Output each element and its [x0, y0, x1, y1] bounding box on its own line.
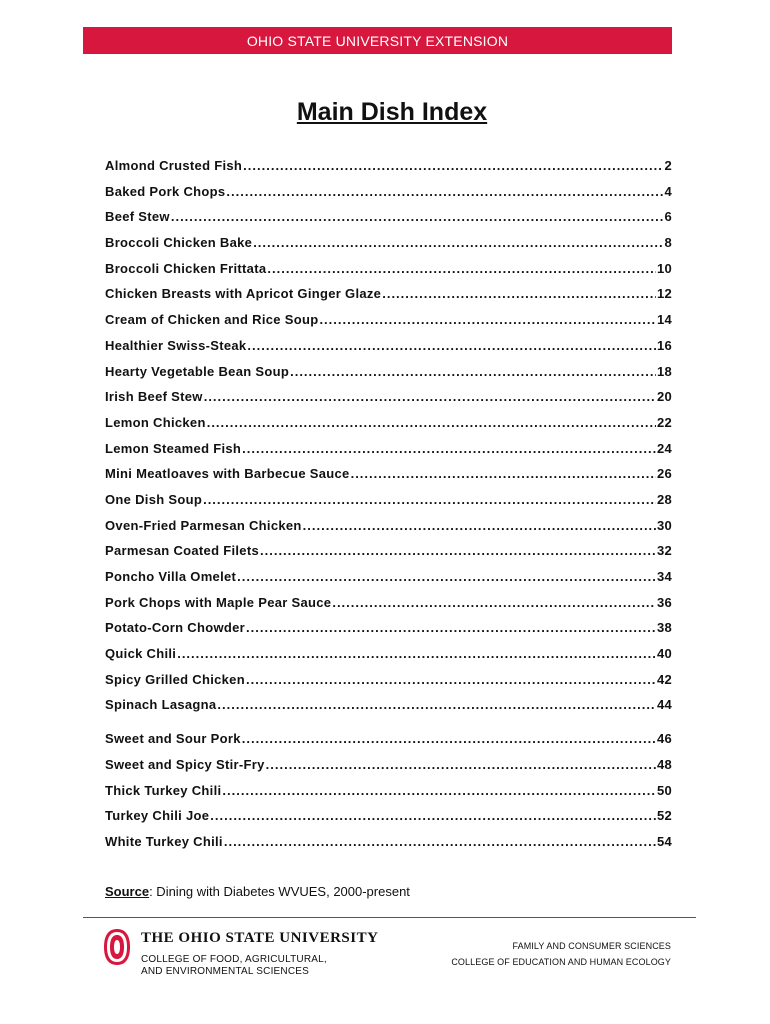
page-title: Main Dish Index: [296, 98, 488, 126]
department-line1: FAMILY AND CONSUMER SCIENCES: [512, 941, 671, 951]
page-number: 26: [656, 466, 672, 482]
department-line2: COLLEGE OF EDUCATION AND HUMAN ECOLOGY: [451, 957, 671, 967]
page-number: 16: [656, 337, 672, 353]
index-row: [105, 466, 672, 492]
college-name-line2: AND ENVIRONMENTAL SCIENCES: [141, 966, 310, 977]
dot-leader: [290, 364, 656, 379]
dot-leader: [203, 492, 656, 507]
dish-name: Sweet and Spicy Stir-Fry: [105, 756, 265, 772]
page-number: 46: [656, 731, 672, 747]
page-number: 18: [656, 363, 672, 379]
dish-name: Cream of Chicken and Rice Soup: [105, 312, 319, 328]
dish-name: Baked Pork Chops: [105, 183, 226, 199]
dish-name: Potato-Corn Chowder: [105, 620, 246, 636]
dish-name: Spicy Grilled Chicken: [105, 671, 245, 687]
index-row: [105, 834, 672, 860]
dot-leader: [224, 834, 656, 849]
university-logo: [103, 928, 379, 988]
dish-name: Healthier Swiss-Steak: [105, 337, 247, 353]
page-number: 54: [656, 833, 672, 849]
page-number: 20: [656, 389, 672, 405]
index-row: [105, 543, 672, 569]
index-row: [105, 808, 672, 834]
index-row: [105, 672, 672, 698]
dot-leader: [253, 235, 663, 250]
dot-leader: [222, 783, 656, 798]
index-row: [105, 492, 672, 518]
dot-leader: [226, 184, 663, 199]
dish-name: Thick Turkey Chili: [105, 782, 222, 798]
index-row: [105, 286, 672, 312]
index-row: [105, 235, 672, 261]
page-number: 40: [656, 646, 672, 662]
dish-name: Beef Stew: [105, 209, 170, 225]
index-row: [105, 364, 672, 390]
dot-leader: [246, 672, 656, 687]
dot-leader: [217, 697, 656, 712]
dish-name: Almond Crusted Fish: [105, 158, 243, 173]
dot-leader: [204, 389, 656, 404]
dot-leader: [332, 595, 656, 610]
index-row: [105, 158, 672, 184]
index-row: [105, 184, 672, 210]
college-name-line1: COLLEGE OF FOOD, AGRICULTURAL,: [141, 954, 327, 965]
index-row: [105, 646, 672, 672]
page-number: 14: [656, 312, 672, 328]
index-row: [105, 415, 672, 441]
dot-leader: [242, 731, 656, 746]
index-row: [105, 338, 672, 364]
page-number: 24: [656, 440, 672, 456]
index-row: [105, 261, 672, 287]
page-number: 32: [656, 543, 672, 559]
page-number: 52: [656, 808, 672, 824]
page-number: 22: [656, 414, 672, 430]
index-row: [105, 389, 672, 415]
dot-leader: [260, 543, 656, 558]
dish-name: White Turkey Chili: [105, 833, 223, 849]
index-row: [105, 731, 672, 757]
page-number: 4: [664, 183, 672, 199]
dish-name: One Dish Soup: [105, 491, 203, 507]
page-number: 6: [664, 209, 672, 225]
university-name: THE OHIO STATE UNIVERSITY: [141, 930, 379, 946]
source-label: Source: [105, 884, 150, 899]
dish-name: Sweet and Sour Pork: [105, 731, 241, 747]
dish-name: Poncho Villa Omelet: [105, 569, 237, 584]
header-text: OHIO STATE UNIVERSITY EXTENSION: [246, 32, 509, 49]
dot-leader: [382, 286, 656, 301]
page-number: 2: [664, 158, 672, 173]
dot-leader: [171, 209, 664, 224]
dish-name: Oven-Fried Parmesan Chicken: [105, 517, 302, 533]
page-number: 8: [664, 235, 672, 251]
dot-leader: [243, 158, 663, 173]
dish-name: Hearty Vegetable Bean Soup: [105, 363, 290, 379]
header-bar: [83, 27, 672, 54]
page-number: 12: [656, 286, 672, 302]
dish-name: Quick Chili: [105, 646, 177, 662]
page-number: 34: [656, 569, 672, 584]
index-row: [105, 697, 672, 723]
page-number: 28: [656, 491, 672, 507]
department-block: [451, 938, 671, 970]
page-number: 36: [656, 594, 672, 610]
dot-leader: [237, 569, 656, 584]
dot-leader: [247, 338, 656, 353]
page-number: 10: [656, 260, 672, 276]
index-list: [105, 158, 672, 860]
dot-leader: [319, 312, 656, 327]
index-row: [105, 441, 672, 467]
page-number: 44: [656, 697, 672, 713]
dot-leader: [210, 808, 656, 823]
dot-leader: [246, 620, 656, 635]
dot-leader: [266, 757, 656, 772]
dish-name: Broccoli Chicken Frittata: [105, 260, 267, 276]
dish-name: Pork Chops with Maple Pear Sauce: [105, 594, 332, 610]
dish-name: Lemon Steamed Fish: [105, 440, 242, 456]
index-row: [105, 620, 672, 646]
source-note: [105, 884, 410, 899]
index-row: [105, 518, 672, 544]
index-row: [105, 209, 672, 235]
dot-leader: [207, 415, 656, 430]
dish-name: Turkey Chili Joe: [105, 808, 210, 824]
dish-name: Irish Beef Stew: [105, 389, 203, 405]
index-row: [105, 312, 672, 338]
dot-leader: [242, 441, 656, 456]
dot-leader: [351, 466, 656, 481]
source-text: : Dining with Diabetes WVUES, 2000-present: [149, 884, 410, 899]
dish-name: Chicken Breasts with Apricot Ginger Glaze: [105, 286, 382, 302]
dot-leader: [267, 261, 656, 276]
dish-name: Spinach Lasagna: [105, 697, 217, 713]
page-number: 30: [656, 517, 672, 533]
block-o-logo-icon: [103, 928, 131, 966]
dish-name: Parmesan Coated Filets: [105, 543, 259, 559]
dish-name: Mini Meatloaves with Barbecue Sauce: [105, 466, 350, 482]
page-number: 50: [656, 782, 672, 798]
index-row: [105, 783, 672, 809]
index-row: [105, 595, 672, 621]
dot-leader: [303, 518, 656, 533]
index-row: [105, 569, 672, 595]
page-number: 38: [656, 620, 672, 636]
dot-leader: [177, 646, 656, 661]
footer-divider: [83, 917, 696, 918]
page-number: 42: [656, 671, 672, 687]
dish-name: Lemon Chicken: [105, 414, 206, 430]
dish-name: Broccoli Chicken Bake: [105, 235, 253, 251]
page-number: 48: [656, 756, 672, 772]
index-row: [105, 757, 672, 783]
